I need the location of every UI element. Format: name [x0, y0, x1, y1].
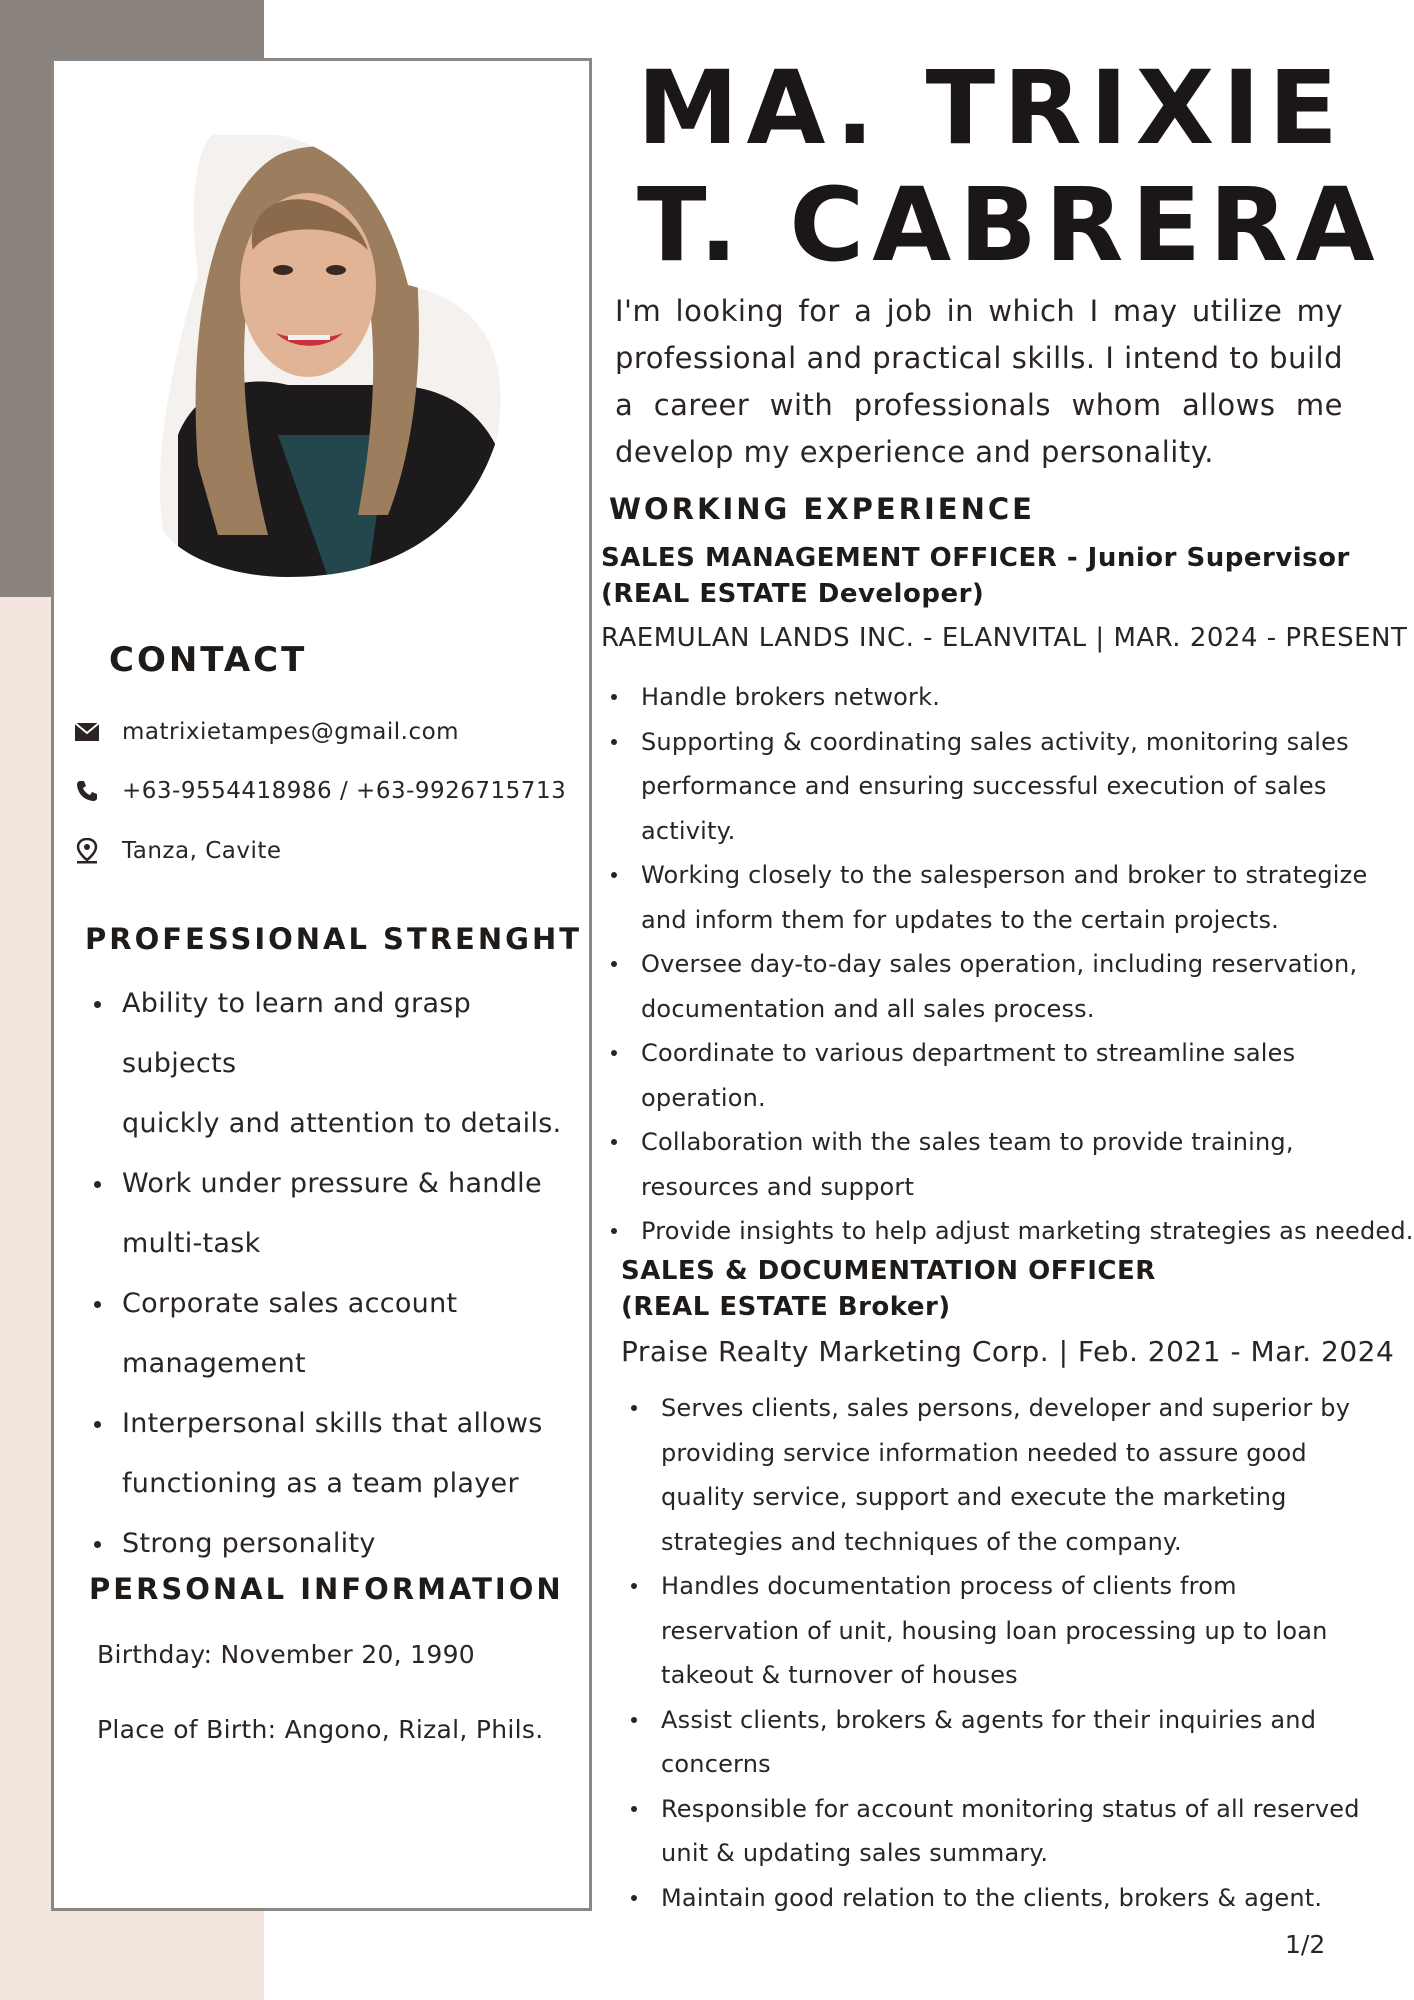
contact-heading: CONTACT: [109, 640, 308, 680]
name-line-2: T. CABRERA: [637, 166, 1383, 285]
job-2-bullet: Assist clients, brokers & agents for their inquiries and concerns: [621, 1698, 1381, 1787]
strengths-heading: PROFESSIONAL STRENGHT: [85, 922, 582, 956]
contact-phone[interactable]: +63-9554418986 / +63-9926715713: [122, 778, 567, 804]
profile-photo: [158, 135, 504, 577]
objective-text: I'm looking for a job in which I may utilize my professional and practical skills. I intend to build a career with professionals whom allows me develop my experience and personality.: [615, 294, 1343, 469]
location-pin-icon: [72, 836, 102, 866]
job-1-bullet: Handle brokers network.: [601, 675, 1401, 720]
job-2-bullet: Responsible for account monitoring status of all reserved unit & updating sales summary.: [621, 1787, 1381, 1876]
job-1-bullet: Coordinate to various department to streamline sales operation.: [601, 1031, 1401, 1120]
job-1-bullet: Working closely to the salesperson and broker to strategize and inform them for updates to the certain projects.: [601, 853, 1401, 942]
strength-item: Interpersonal skills that allows functioning as a team player: [88, 1394, 578, 1514]
job-2-bullets: [621, 1386, 1381, 1920]
job-2-bullet: Serves clients, sales persons, developer and superior by providing service information needed to assure good quality service, support and execute the marketing strategies and techniques of the company.: [621, 1386, 1381, 1564]
job-1-bullet: Supporting & coordinating sales activity, monitoring sales performance and ensuring successful execution of sales activity.: [601, 720, 1401, 854]
phone-icon: [72, 776, 102, 806]
strength-item: Corporate sales account management: [88, 1274, 578, 1394]
job-2-meta: Praise Realty Marketing Corp. | Feb. 2021 - Mar. 2024: [621, 1335, 1395, 1368]
contact-phone-row: [72, 776, 566, 806]
job-1-meta: RAEMULAN LANDS INC. - ELANVITAL | MAR. 2024 - PRESENT: [601, 623, 1408, 653]
contact-location: Tanza, Cavite: [122, 838, 282, 864]
job-1-bullets: [601, 675, 1414, 1254]
name-line-1: MA. TRIXIE: [637, 49, 1346, 168]
strength-item: Work under pressure & handle multi-task: [88, 1154, 578, 1274]
job-2-bullet: Handles documentation process of clients from reservation of unit, housing loan processing up to loan takeout & turnover of houses: [621, 1564, 1381, 1698]
job-1-bullet: Oversee day-to-day sales operation, including reservation, documentation and all sales process.: [601, 942, 1401, 1031]
job-1-title: [601, 540, 1350, 612]
job-1-bullet: Collaboration with the sales team to provide training, resources and support: [601, 1120, 1401, 1209]
envelope-icon: [72, 717, 102, 747]
birthday-text: Birthday: November 20, 1990: [97, 1640, 475, 1669]
contact-email[interactable]: matrixietampes@gmail.com: [122, 719, 460, 745]
job-1-bullet: Provide insights to help adjust marketing strategies as needed.: [601, 1209, 1401, 1254]
page-number: 1/2: [1285, 1930, 1326, 1959]
strengths-list: [88, 974, 578, 1574]
job-2-title-main: SALES & DOCUMENTATION OFFICER: [621, 1256, 1156, 1286]
job-1-title-role: Junior Supervisor: [1087, 543, 1350, 573]
job-2-bullet: Maintain good relation to the clients, brokers & agent.: [621, 1876, 1381, 1921]
job-2-title: [621, 1253, 1156, 1325]
job-2-subtitle: (REAL ESTATE Broker): [621, 1292, 951, 1322]
strength-item: Strong personality: [88, 1514, 578, 1574]
personal-info-heading: PERSONAL INFORMATION: [89, 1572, 564, 1606]
strength-item: Ability to learn and grasp subjects quickly and attention to details.: [88, 974, 578, 1154]
contact-email-row: [72, 717, 459, 747]
job-1-title-main: SALES MANAGEMENT OFFICER -: [601, 543, 1088, 573]
contact-location-row: [72, 836, 282, 866]
birthplace-text: Place of Birth: Angono, Rizal, Phils.: [97, 1715, 544, 1744]
job-1-subtitle: (REAL ESTATE Developer): [601, 579, 985, 609]
experience-heading: WORKING EXPERIENCE: [609, 492, 1035, 526]
